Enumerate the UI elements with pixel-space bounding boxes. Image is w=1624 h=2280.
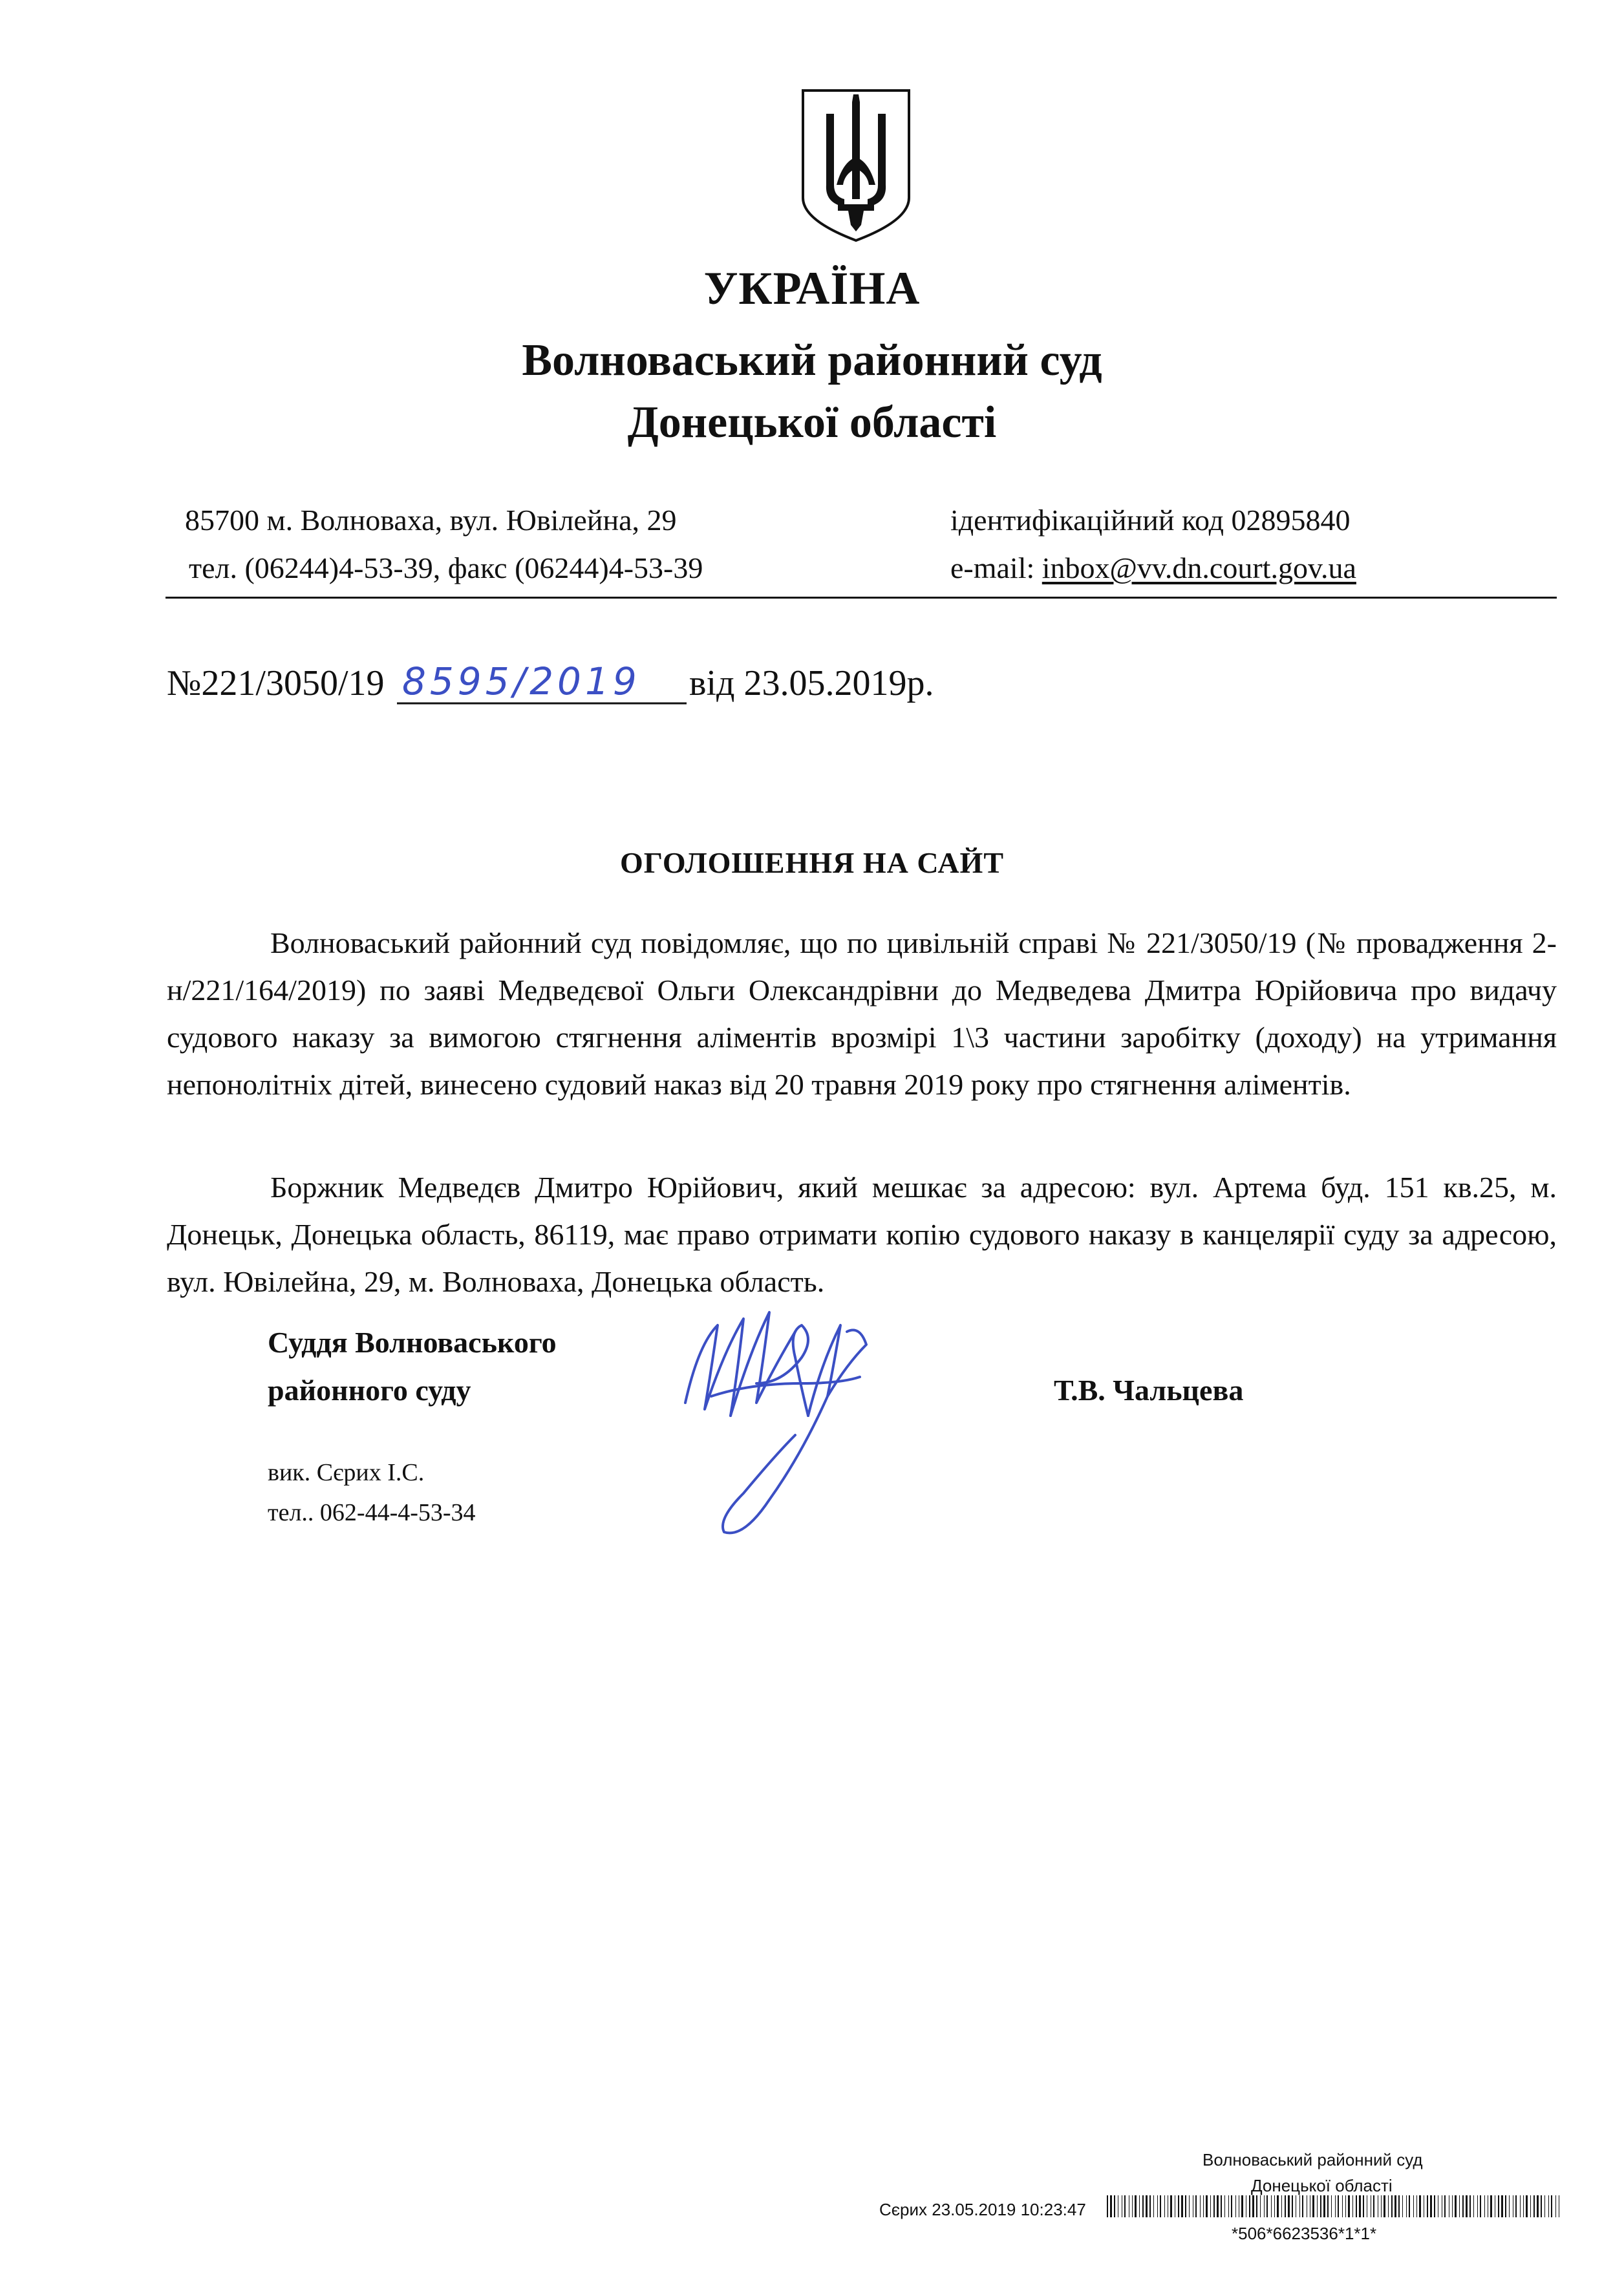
barcode-bar <box>1213 2195 1215 2217</box>
barcode-bar <box>1299 2195 1300 2217</box>
barcode-bar <box>1501 2195 1503 2217</box>
barcode-bar <box>1402 2195 1403 2217</box>
barcode-bar <box>1139 2195 1140 2217</box>
barcode-bar <box>1345 2195 1346 2217</box>
barcode-bar <box>1285 2195 1286 2217</box>
barcode-bar <box>1149 2195 1151 2217</box>
executor-name: вик. Сєрих І.С. <box>268 1459 425 1486</box>
barcode-bar <box>1107 2195 1108 2217</box>
barcode-bar <box>1292 2195 1293 2217</box>
stamp-region: Донецької області <box>1251 2176 1393 2195</box>
barcode-bar <box>1466 2195 1468 2217</box>
barcode-bar <box>1359 2195 1361 2217</box>
barcode-bar <box>1256 2195 1257 2217</box>
barcode-bar <box>1312 2195 1314 2217</box>
barcode-bar <box>1288 2195 1290 2217</box>
barcode-bar <box>1185 2195 1186 2217</box>
barcode-bar <box>1419 2195 1421 2217</box>
court-name: Волноваський районний суд <box>522 336 1102 385</box>
stamp-registrar-timestamp: Сєрих 23.05.2019 10:23:47 <box>879 2200 1086 2219</box>
stamp-court-name: Волноваський районний суд <box>1202 2150 1423 2169</box>
barcode-bar <box>1388 2195 1389 2217</box>
email-label: e-mail: <box>950 551 1042 584</box>
barcode-bar <box>1555 2195 1556 2217</box>
barcode-bar <box>1132 2195 1133 2217</box>
barcode-bar <box>1406 2195 1407 2217</box>
barcode-bar <box>1509 2195 1510 2217</box>
barcode-bar <box>1114 2195 1115 2217</box>
barcode-bar <box>1231 2195 1232 2217</box>
barcode-bar <box>1170 2195 1172 2217</box>
barcode-bar <box>1526 2195 1528 2217</box>
barcode-bar <box>1221 2195 1222 2217</box>
barcode-bar <box>1320 2195 1321 2217</box>
barcode-bar <box>1409 2195 1410 2217</box>
barcode-bar <box>1146 2195 1148 2217</box>
barcode-bar <box>1189 2195 1190 2217</box>
barcode-bar <box>1520 2195 1521 2217</box>
barcode-bar <box>1551 2195 1552 2217</box>
barcode-bar <box>1363 2195 1364 2217</box>
court-region: Донецької області <box>627 398 997 447</box>
barcode-bar <box>1459 2195 1460 2217</box>
barcode-bar <box>1157 2195 1158 2217</box>
country-title: УКРАЇНА <box>703 262 921 314</box>
barcode-bar <box>1484 2195 1485 2217</box>
barcode-bar <box>1249 2195 1250 2217</box>
barcode-bar <box>1477 2195 1478 2217</box>
barcode-bar <box>1498 2195 1499 2217</box>
barcode-bar <box>1110 2195 1112 2217</box>
barcode-bar <box>1200 2195 1201 2217</box>
handwritten-number-text: 8595/2019 <box>402 659 641 703</box>
registration-number: №221/3050/19 <box>167 663 385 703</box>
barcode-bar <box>1373 2195 1374 2217</box>
barcode-bar <box>1391 2195 1393 2217</box>
barcode-bar <box>1210 2195 1211 2217</box>
barcode-bar <box>1541 2195 1542 2217</box>
barcode-bar <box>1348 2195 1350 2217</box>
barcode-bar <box>1430 2195 1432 2217</box>
barcode-bar <box>1444 2195 1446 2217</box>
email-link[interactable]: inbox@vv.dn.court.gov.ua <box>1042 551 1356 584</box>
barcode-bar <box>1342 2195 1343 2217</box>
barcode-bar <box>1274 2195 1275 2217</box>
barcode-bar <box>1142 2195 1144 2217</box>
announcement-title: ОГОЛОШЕННЯ НА САЙТ <box>619 846 1005 879</box>
barcode-bar <box>1384 2195 1385 2217</box>
coat-of-arms-icon <box>799 88 913 243</box>
handwritten-number <box>397 654 687 706</box>
barcode-bar <box>1434 2195 1435 2217</box>
barcode-bar <box>1178 2195 1179 2217</box>
executor-phone: тел.. 062-44-4-53-34 <box>268 1499 476 1526</box>
barcode-bar <box>1515 2195 1517 2217</box>
barcode-bar <box>1455 2195 1457 2217</box>
barcode-bar <box>1523 2195 1524 2217</box>
barcode-bar <box>1331 2195 1332 2217</box>
barcode-bar <box>1203 2195 1204 2217</box>
barcode-bar <box>1533 2195 1535 2217</box>
judge-name: Т.В. Чальцева <box>1054 1374 1244 1407</box>
announcement-paragraph-2: Боржник Медведєв Дмитро Юрійович, який мешкає за адресою: вул. Артема буд. 151 кв.25, м. Донецьк, Донецька область, 86119, має право отримати копію судового наказу в канцелярії суду за адресою, вул. Ювілейна, 29, м. Волноваха, Донецька область. <box>167 1171 1557 1298</box>
barcode-bar <box>1302 2195 1303 2217</box>
barcode-bar <box>1281 2195 1282 2217</box>
barcode-bar <box>1164 2195 1165 2217</box>
barcode-bar <box>1228 2195 1229 2217</box>
barcode-bar <box>1160 2195 1161 2217</box>
handwritten-signature <box>672 1286 879 1558</box>
barcode-bar <box>1381 2195 1382 2217</box>
barcode-bar <box>1356 2195 1357 2217</box>
barcode-bar <box>1135 2195 1137 2217</box>
barcode-bar <box>1181 2195 1183 2217</box>
barcode-bar <box>1335 2195 1336 2217</box>
barcode-bar <box>1317 2195 1318 2217</box>
court-email <box>950 551 1356 585</box>
barcode-bar <box>1394 2195 1396 2217</box>
barcode-bar <box>1327 2195 1329 2217</box>
barcode-bar <box>1338 2195 1339 2217</box>
court-phones: тел. (06244)4-53-39, факс (06244)4-53-39 <box>189 551 703 584</box>
barcode <box>1107 2195 1559 2222</box>
barcode-bar <box>1264 2195 1265 2217</box>
barcode-bar <box>1427 2195 1428 2217</box>
barcode-bar <box>1323 2195 1325 2217</box>
barcode-bar <box>1266 2195 1268 2217</box>
barcode-bar <box>1206 2195 1208 2217</box>
barcode-bar <box>1548 2195 1549 2217</box>
barcode-bar <box>1469 2195 1471 2217</box>
header-divider <box>166 597 1557 599</box>
barcode-bar <box>1352 2195 1353 2217</box>
barcode-bar <box>1462 2195 1464 2217</box>
stamp-code: *506*6623536*1*1* <box>1232 2224 1377 2243</box>
barcode-bar <box>1235 2195 1236 2217</box>
identification-code: ідентифікаційний код 02895840 <box>950 504 1351 537</box>
barcode-bar <box>1195 2195 1197 2217</box>
barcode-bar <box>1505 2195 1506 2217</box>
barcode-bar <box>1416 2195 1417 2217</box>
barcode-bar <box>1544 2195 1545 2217</box>
barcode-bar <box>1224 2195 1225 2217</box>
barcode-bar <box>1252 2195 1254 2217</box>
barcode-bar <box>1153 2195 1154 2217</box>
barcode-bar <box>1480 2195 1481 2217</box>
barcode-bar <box>1124 2195 1126 2217</box>
barcode-bar <box>1473 2195 1474 2217</box>
barcode-bar <box>1260 2195 1261 2217</box>
barcode-bar <box>1452 2195 1453 2217</box>
barcode-bar <box>1530 2195 1531 2217</box>
judge-title-line-1: Суддя Волноваського <box>268 1326 557 1359</box>
barcode-bar <box>1217 2195 1219 2217</box>
barcode-bar <box>1277 2195 1279 2217</box>
judge-title-line-2: районного суду <box>268 1374 471 1407</box>
barcode-bar <box>1537 2195 1539 2217</box>
court-address: 85700 м. Волноваха, вул. Ювілейна, 29 <box>185 504 677 537</box>
barcode-bar <box>1398 2195 1400 2217</box>
barcode-bar <box>1413 2195 1414 2217</box>
barcode-bar <box>1271 2195 1272 2217</box>
registration-date: від 23.05.2019р. <box>689 663 934 703</box>
announcement-paragraph-1: Волноваський районний суд повідомляє, що по цивільній справі № 221/3050/19 (№ провадження 2-н/221/164/2019) по заяві Медведєвої Ольги Олександрівни до Медведева Дмитра Юрійовича про видачу судового наказу за вимогою стягнення аліментів врозмірі 1\3 частини заробітку (доходу) на утримання непонолітніх дітей, винесено судовий наказ від 20 травня 2019 року про стягнення аліментів. <box>167 926 1557 1101</box>
barcode-bar <box>1490 2195 1492 2217</box>
barcode-bar <box>1241 2195 1243 2217</box>
